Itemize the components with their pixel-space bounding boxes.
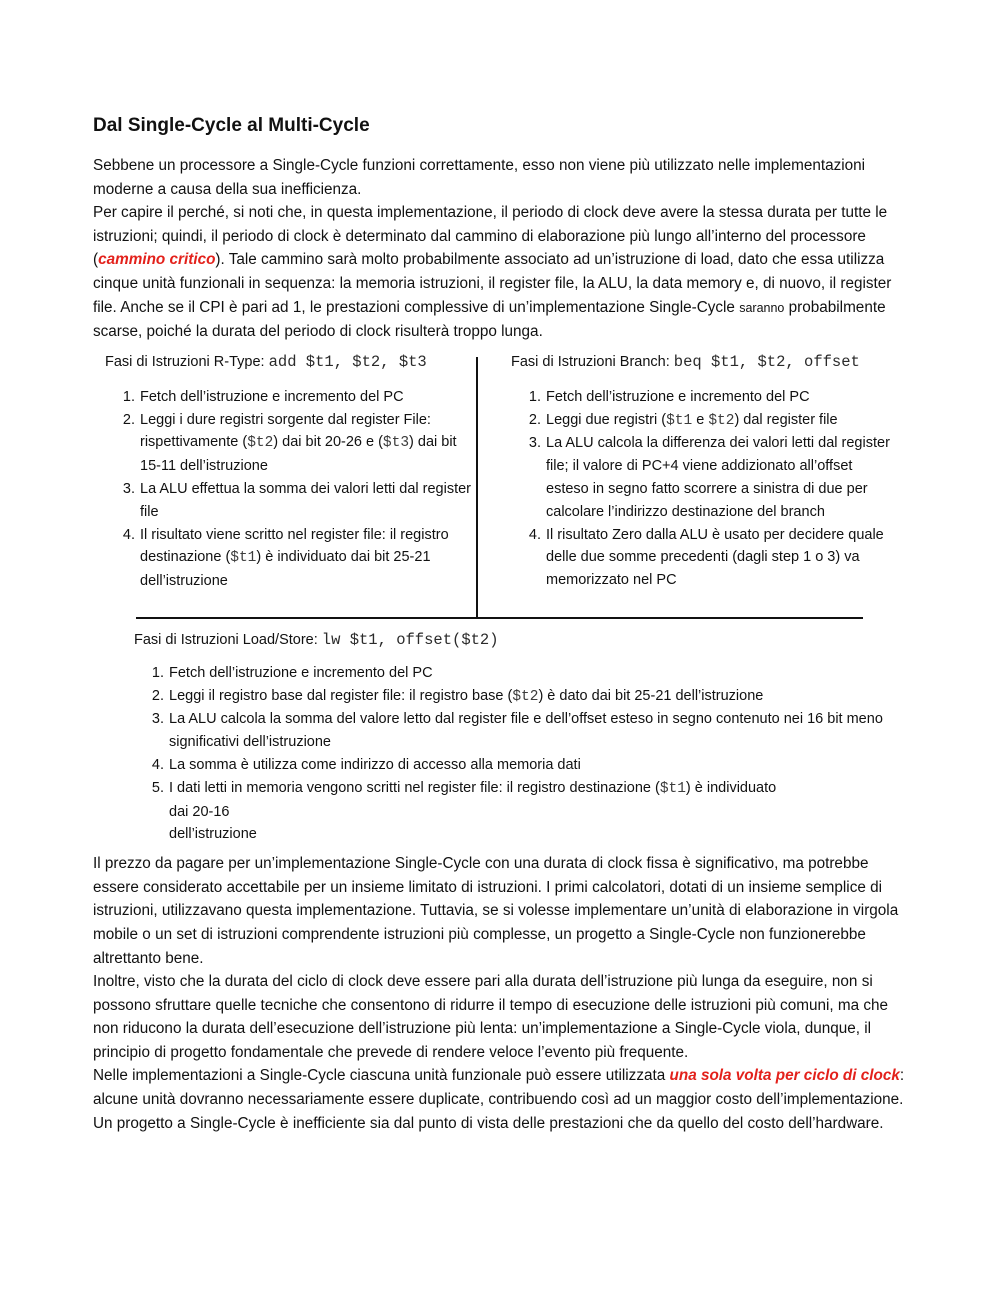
outro-paragraph-3 (93, 1064, 908, 1135)
step-text: Fetch dell’istruzione e incremento del PC (169, 664, 433, 681)
step-text: ) dai bit 20-26 e ( (273, 434, 383, 451)
list-item (105, 478, 475, 524)
step-number: 1. (151, 664, 164, 681)
loadstore-section (134, 630, 908, 846)
intro-text-2a: Per capire il perché, si noti che, in questa implementazione, il periodo di clock deve avere la stessa durata per tutte le istruzioni; quindi, il periodo di clock è determinato dal cammino di elaborazione più lungo all’interno del processore ( (93, 204, 888, 269)
step-text: I dati letti in memoria vengono scritti nel register file: il registro destinazione ( (169, 779, 660, 796)
list-item (134, 662, 908, 685)
intro-paragraph-2 (93, 201, 908, 344)
step-text: ) è individuato dai bit 25-21 dell’istruzione (140, 549, 431, 590)
step-number: 2. (122, 411, 135, 428)
step-text: ) è dato dai bit 25-21 dell’istruzione (538, 687, 764, 704)
register-code: $t2 (708, 412, 735, 429)
register-code: $t3 (382, 435, 410, 452)
step-text: dai 20-16 (169, 803, 230, 820)
register-code: $t1 (659, 780, 686, 797)
step-text: ) è individuato (685, 779, 777, 796)
step-text: ) dal register file (734, 411, 838, 428)
step-text: La somma è utilizza come indirizzo di accesso alla memoria dati (169, 756, 581, 773)
loadstore-steps (134, 662, 908, 846)
list-item (105, 409, 475, 478)
branch-code: beq $t1, $t2, offset (673, 352, 860, 371)
list-item (134, 754, 908, 777)
loadstore-title-text: Fasi di Istruzioni Load/Store: (134, 631, 318, 648)
step-text: Leggi due registri ( (546, 411, 667, 428)
intro-paragraph-1 (93, 154, 908, 201)
step-number: 5. (151, 779, 164, 796)
list-item (511, 386, 891, 409)
step-number: 4. (528, 526, 541, 543)
rtype-steps (105, 386, 475, 593)
document-page (93, 115, 908, 1135)
list-item (511, 524, 891, 592)
list-item (511, 432, 891, 523)
register-code: $t2 (247, 435, 274, 452)
outro-paragraph-2: Inoltre, visto che la durata del ciclo di clock deve essere pari alla durata dell’istruzione più lunga da eseguire, non si possono sfruttare quelle tecniche che consentono di ridurre il tempo di esecuzione delle istruzioni più comuni, ma che non riducono la durata dell’esecuzione dell’istruzione più lenta: un’implementazione a Single-Cycle viola, dunque, il principio di progetto fondamentale che prevede di rendere veloce l’evento più frequente. (93, 973, 889, 1061)
step-number: 2. (528, 411, 541, 428)
step-number: 3. (122, 480, 135, 497)
intro-text-2b: ). Tale cammino sarà molto probabilmente associato ad un’istruzione di load, dato che essa utilizza cinque unità funzionali in sequenza: la memoria istruzioni, il register file, la ALU, la data memory e, di nuovo, il register file. Anche se il CPI è pari ad 1, le prestazioni complessive di un’implementazione Single-Cycle (93, 251, 892, 316)
list-item (134, 708, 908, 754)
loadstore-code: lw $t1, offset($t2) (321, 630, 499, 649)
list-item (511, 409, 891, 433)
rtype-title (105, 352, 475, 372)
step-number: 1. (122, 388, 135, 405)
loadstore-title (134, 630, 908, 650)
step-text: La ALU calcola la differenza dei valori letti dal register file; il valore di PC+4 viene addizionato all’offset esteso in segno fatto scorrere a sinistra di due per calcolare l’indirizzo destinazione del branch (546, 435, 890, 520)
register-code: $t2 (512, 688, 539, 705)
rtype-column (105, 352, 475, 593)
rtype-code: add $t1, $t2, $t3 (268, 352, 427, 371)
step-number: 3. (151, 711, 164, 728)
step-number: 3. (528, 435, 541, 452)
instruction-phases-table (93, 352, 908, 622)
list-item (134, 685, 908, 709)
step-text: ) dai bit 15-11 dell’istruzione (140, 434, 457, 475)
outro-section (93, 852, 908, 1135)
step-text: La ALU calcola la somma del valore letto dal register file e dell’offset esteso in segno contenuto nei 16 bit meno significativi dell’istruzione (169, 711, 883, 751)
outro-text-3a: Nelle implementazioni a Single-Cycle ciascuna unità funzionale può essere utilizzata (93, 1067, 670, 1085)
step-number: 4. (122, 526, 135, 543)
list-item (134, 777, 908, 846)
outro-text-3b: : alcune unità dovranno necessariamente essere duplicate, contribuendo così ad un maggior costo dell’implementazione. Un progetto a Single-Cycle è inefficiente sia dal punto di vista delle prestazioni che da quello del costo dell’hardware. (93, 1067, 905, 1132)
list-item (105, 524, 475, 593)
outro-paragraph-1: Il prezzo da pagare per un’implementazione Single-Cycle con una durata di clock fissa è significativo, ma potrebbe essere considerato accettabile per un insieme limitato di istruzioni. I primi calcolatori, dotati di un insieme semplice di istruzioni, utilizzavano questa implementazione. Tuttavia, se si volesse implementare un’unità di elaborazione in virgola mobile o un set di istruzioni comprendente istruzioni più complesse, un progetto a Single-Cycle non funzionerebbe altrettanto bene. (93, 855, 899, 967)
branch-title-text: Fasi di Istruzioni Branch: (511, 353, 670, 370)
rtype-title-text: Fasi di Istruzioni R-Type: (105, 353, 265, 370)
register-code: $t1 (230, 550, 257, 567)
step-text: e (692, 411, 709, 428)
table-bottom-rule (136, 617, 863, 619)
step-number: 4. (151, 756, 164, 773)
step-text: Leggi i dure registri sorgente dal register File: rispettivamente ( (140, 411, 431, 451)
critical-path-term: cammino critico (98, 251, 216, 269)
intro-text-2c: probabilmente scarse, poiché la durata del periodo di clock risulterà troppo lunga. (93, 298, 886, 341)
step-text: La ALU effettua la somma dei valori letti dal register file (140, 480, 471, 520)
branch-column (511, 352, 891, 592)
list-item (105, 386, 475, 409)
branch-title (511, 352, 891, 372)
step-text: Fetch dell’istruzione e incremento del PC (546, 388, 810, 405)
step-text: Fetch dell’istruzione e incremento del PC (140, 388, 404, 405)
intro-small-word: saranno (739, 300, 785, 315)
step-text: Leggi il registro base dal register file: il registro base ( (169, 687, 513, 704)
column-divider (476, 357, 478, 617)
step-number: 2. (151, 687, 164, 704)
page-title: Dal Single-Cycle al Multi-Cycle (93, 115, 370, 136)
step-text: dell’istruzione (169, 826, 257, 843)
step-number: 1. (528, 388, 541, 405)
register-code: $t1 (666, 412, 693, 429)
intro-text-1: Sebbene un processore a Single-Cycle funzioni correttamente, esso non viene più utilizzato nelle implementazioni moderne a causa della sua inefficienza. (93, 157, 866, 198)
branch-steps (511, 386, 891, 592)
step-text: Il risultato viene scritto nel register file: il registro destinazione ( (140, 526, 449, 566)
once-per-cycle-term: una sola volta per ciclo di clock (669, 1067, 900, 1085)
step-text: Il risultato Zero dalla ALU è usato per decidere quale delle due somme precedenti (dagli step 1 o 3) va memorizzato nel PC (546, 526, 884, 589)
